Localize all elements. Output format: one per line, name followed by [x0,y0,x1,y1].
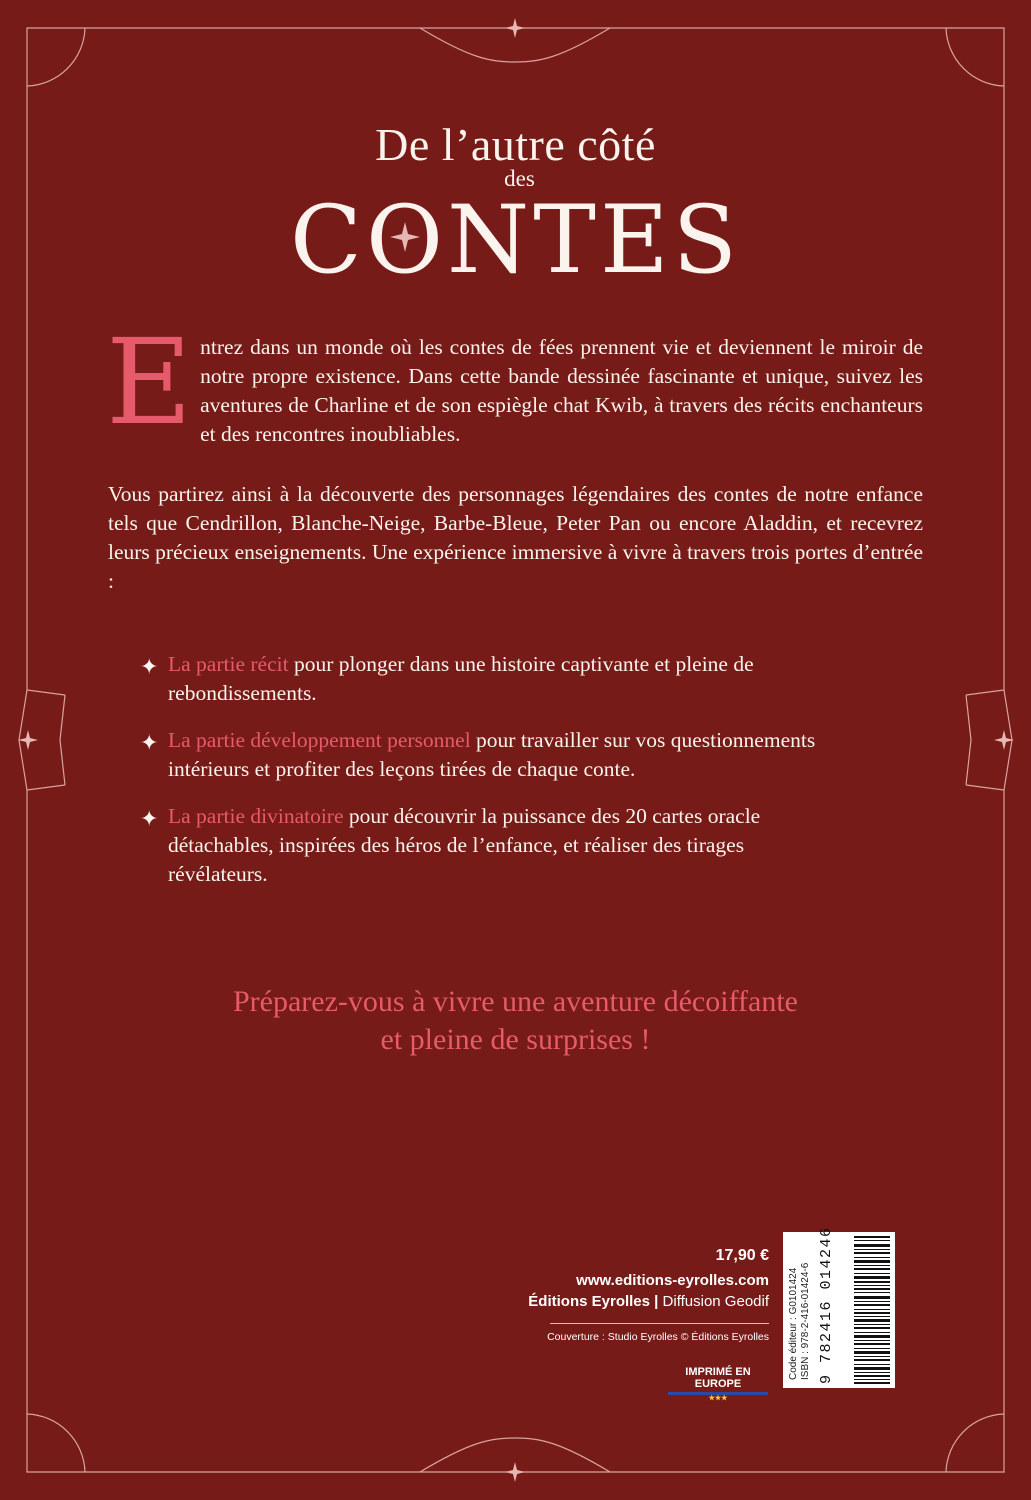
feature-list [140,650,820,907]
bullet-highlight: La partie récit [168,652,289,676]
bullet-highlight: La partie divinatoire [168,804,344,828]
closing-tagline [0,983,1031,1059]
code-editeur: Code éditeur : G0101424 [788,1267,799,1380]
separator: | [654,1293,659,1310]
drop-cap: E [106,313,193,451]
closing-line-1: Préparez-vous à vivre une aventure décoiffante [232,985,798,1018]
publisher-line [528,1293,769,1310]
isbn: ISBN : 978-2-416-01424-6 [800,1262,811,1380]
publisher-name: Éditions Eyrolles [528,1293,650,1310]
eu-stars-icon: ★★★ [708,1395,728,1402]
sparkle-icon [18,730,38,750]
title-line-1: De l’autre côté [375,119,656,170]
publisher-website: www.editions-eyrolles.com [576,1272,769,1289]
book-title: CONTES [290,186,741,295]
list-item [140,650,820,708]
bullet-highlight: La partie développement personnel [168,728,471,752]
price: 17,90 € [715,1247,769,1264]
bullet-text: pour travailler sur vos questionnements intérieurs et profiter des leçons tirées de chaque conte. [168,728,816,781]
distributor: Diffusion Geodif [662,1293,769,1310]
intro-paragraph [106,313,923,451]
list-item [140,726,820,784]
title-line-2: des [504,166,535,191]
publisher-block [528,1247,769,1310]
closing-line-2: et pleine de surprises ! [380,1023,651,1056]
divider [550,1323,769,1324]
list-item [140,802,820,889]
sparkle-icon [505,1462,525,1482]
sparkle-icon [505,18,525,38]
cover-credit: Couverture : Studio Eyrolles © Éditions Eyrolles [547,1331,769,1343]
intro-text: ntrez dans un monde où les contes de fées prennent vie et deviennent le miroir de notre propre existence. Dans cette bande dessinée fascinante et unique, suivez les aventures de Charline et de son espiègle chat Kwib, à travers des récits enchanteurs et des rencontres inoubliables. [200,335,923,446]
sparkle-bullet-icon: ✦ [140,730,159,755]
second-paragraph: Vous partirez ainsi à la découverte des personnages légendaires des contes de notre enfance tels que Cendrillon, Blanche-Neige, Barbe-Bleue, Peter Pan ou encore Aladdin, et recevrez leurs précieux enseignements. Une expérience immersive à vivre à travers trois portes d’entrée : [108,482,923,593]
printed-label: IMPRIMÉ EN EUROPE [685,1366,751,1390]
printed-in-europe-badge [668,1366,768,1402]
barcode-bars [854,1236,890,1384]
bullet-text: pour plonger dans une histoire captivante et pleine de rebondissements. [168,652,754,705]
sparkle-bullet-icon: ✦ [140,806,159,831]
bullet-text: pour découvrir la puissance des 20 cartes oracle détachables, inspirées des héros de l’enfance, et réaliser des tirages révélateurs. [168,804,761,886]
sparkle-bullet-icon: ✦ [140,654,159,679]
barcode-digits: 9 782416 014246 [818,1226,835,1384]
